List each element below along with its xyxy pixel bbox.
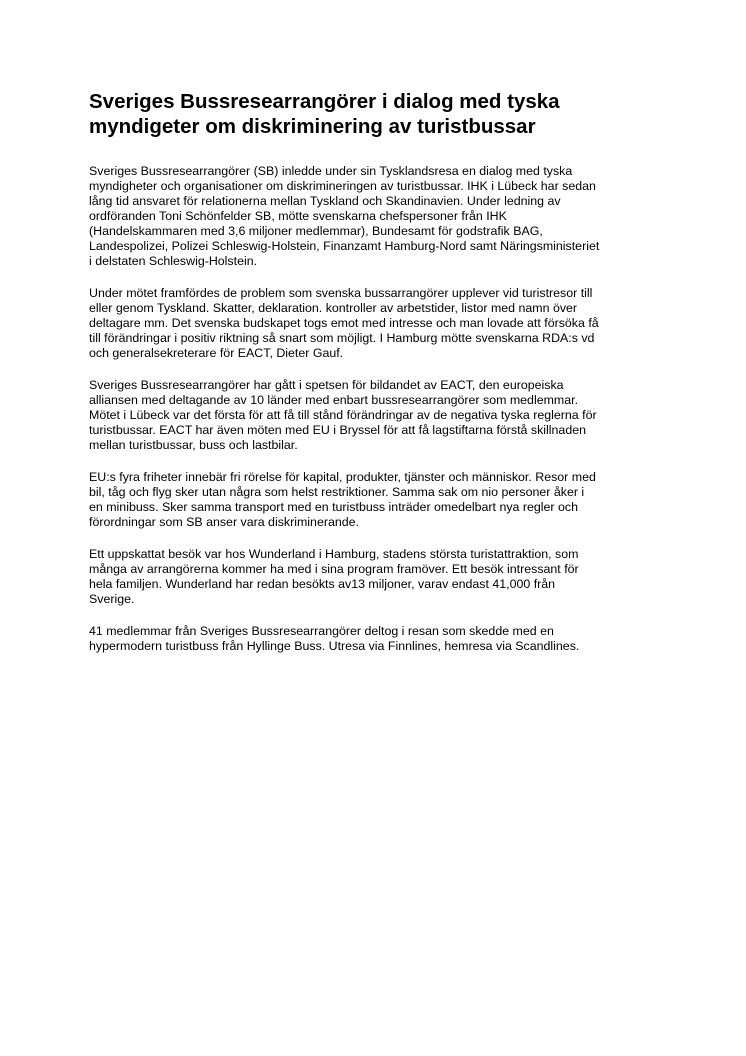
paragraph — [89, 547, 664, 607]
paragraph-line: Mötet i Lübeck var det första för att få till stånd förändringar av de negativa tyska reglerna för — [89, 408, 597, 422]
title-line: myndigeter om diskriminering av turistbussar — [89, 114, 536, 138]
document-content — [89, 90, 664, 671]
paragraph-line: 41 medlemmar från Sveriges Bussresearrangörer deltog i resan som skedde med en — [89, 624, 554, 638]
paragraph-line: lång tid ansvaret för relationerna mellan Tyskland och Skandinavien. Under ledning av — [89, 194, 561, 208]
paragraph-line: myndigheter och organisationer om diskrimineringen av turistbussar. IHK i Lübeck har sedan — [89, 179, 596, 193]
paragraph — [89, 164, 664, 269]
paragraph-line: (Handelskammaren med 3,6 miljoner medlemmar), Bundesamt för godstrafik BAG, — [89, 224, 543, 238]
paragraph-line: förordningar som SB anser vara diskriminerande. — [89, 515, 359, 529]
paragraph-line: turistbussar. EACT har även möten med EU i Bryssel för att få lagstiftarna förstå skillnaden — [89, 423, 586, 437]
paragraph-line: mellan turistbussar, buss och lastbilar. — [89, 438, 298, 452]
paragraph — [89, 470, 664, 530]
paragraph-line: hypermodern turistbuss från Hyllinge Buss. Utresa via Finnlines, hemresa via Scandlines. — [89, 639, 580, 653]
paragraph-line: Sveriges Bussresearrangörer har gått i spetsen för bildandet av EACT, den europeiska — [89, 378, 564, 392]
paragraph — [89, 378, 664, 453]
paragraph-line: i delstaten Schleswig-Holstein. — [89, 254, 258, 268]
paragraph-line: och generalsekreterare för EACT, Dieter Gauf. — [89, 346, 344, 360]
paragraph-line: Landespolizei, Polizei Schleswig-Holstein, Finanzamt Hamburg-Nord samt Näringsministeriet — [89, 239, 600, 253]
document-body — [89, 164, 664, 654]
paragraph-line: hela familjen. Wunderland har redan besökts av13 miljoner, varav endast 41,000 från — [89, 577, 556, 591]
paragraph-line: Ett uppskattat besök var hos Wunderland i Hamburg, stadens största turistattraktion, som — [89, 547, 579, 561]
paragraph-line: deltagare mm. Det svenska budskapet togs emot med intresse och man lovade att försöka få — [89, 316, 599, 330]
document-title — [89, 90, 664, 139]
paragraph-line: Sveriges Bussresearrangörer (SB) inledde under sin Tysklandsresa en dialog med tyska — [89, 164, 573, 178]
paragraph-line: eller genom Tyskland. Skatter, deklaration. kontroller av arbetstider, listor med namn över — [89, 301, 578, 315]
paragraph — [89, 286, 664, 361]
paragraph-line: många av arrangörerna kommer ha med i sina program framöver. Ett besök intressant för — [89, 562, 579, 576]
paragraph-line: ordföranden Toni Schönfelder SB, mötte svenskarna chefspersoner från IHK — [89, 209, 507, 223]
paragraph-line: Under mötet framfördes de problem som svenska bussarrangörer upplever vid turistresor till — [89, 286, 593, 300]
paragraph-line: bil, tåg och flyg sker utan några som helst restriktioner. Samma sak om nio personer åker i — [89, 485, 585, 499]
paragraph — [89, 624, 664, 654]
title-line: Sveriges Bussresearrangörer i dialog med tyska — [89, 90, 560, 113]
paragraph-line: alliansen med deltagande av 10 länder med enbart bussresearrangörer som medlemmar. — [89, 393, 579, 407]
paragraph-line: Sverige. — [89, 592, 135, 606]
paragraph-line: en minibuss. Sker samma transport med en turistbuss inträder omedelbart nya regler och — [89, 500, 578, 514]
paragraph-line: EU:s fyra friheter innebär fri rörelse för kapital, produkter, tjänster och människor. Resor med — [89, 470, 596, 484]
paragraph-line: till förändringar i positiv riktning så snart som möjligt. I Hamburg mötte svenskarna RDA:s vd — [89, 331, 595, 345]
